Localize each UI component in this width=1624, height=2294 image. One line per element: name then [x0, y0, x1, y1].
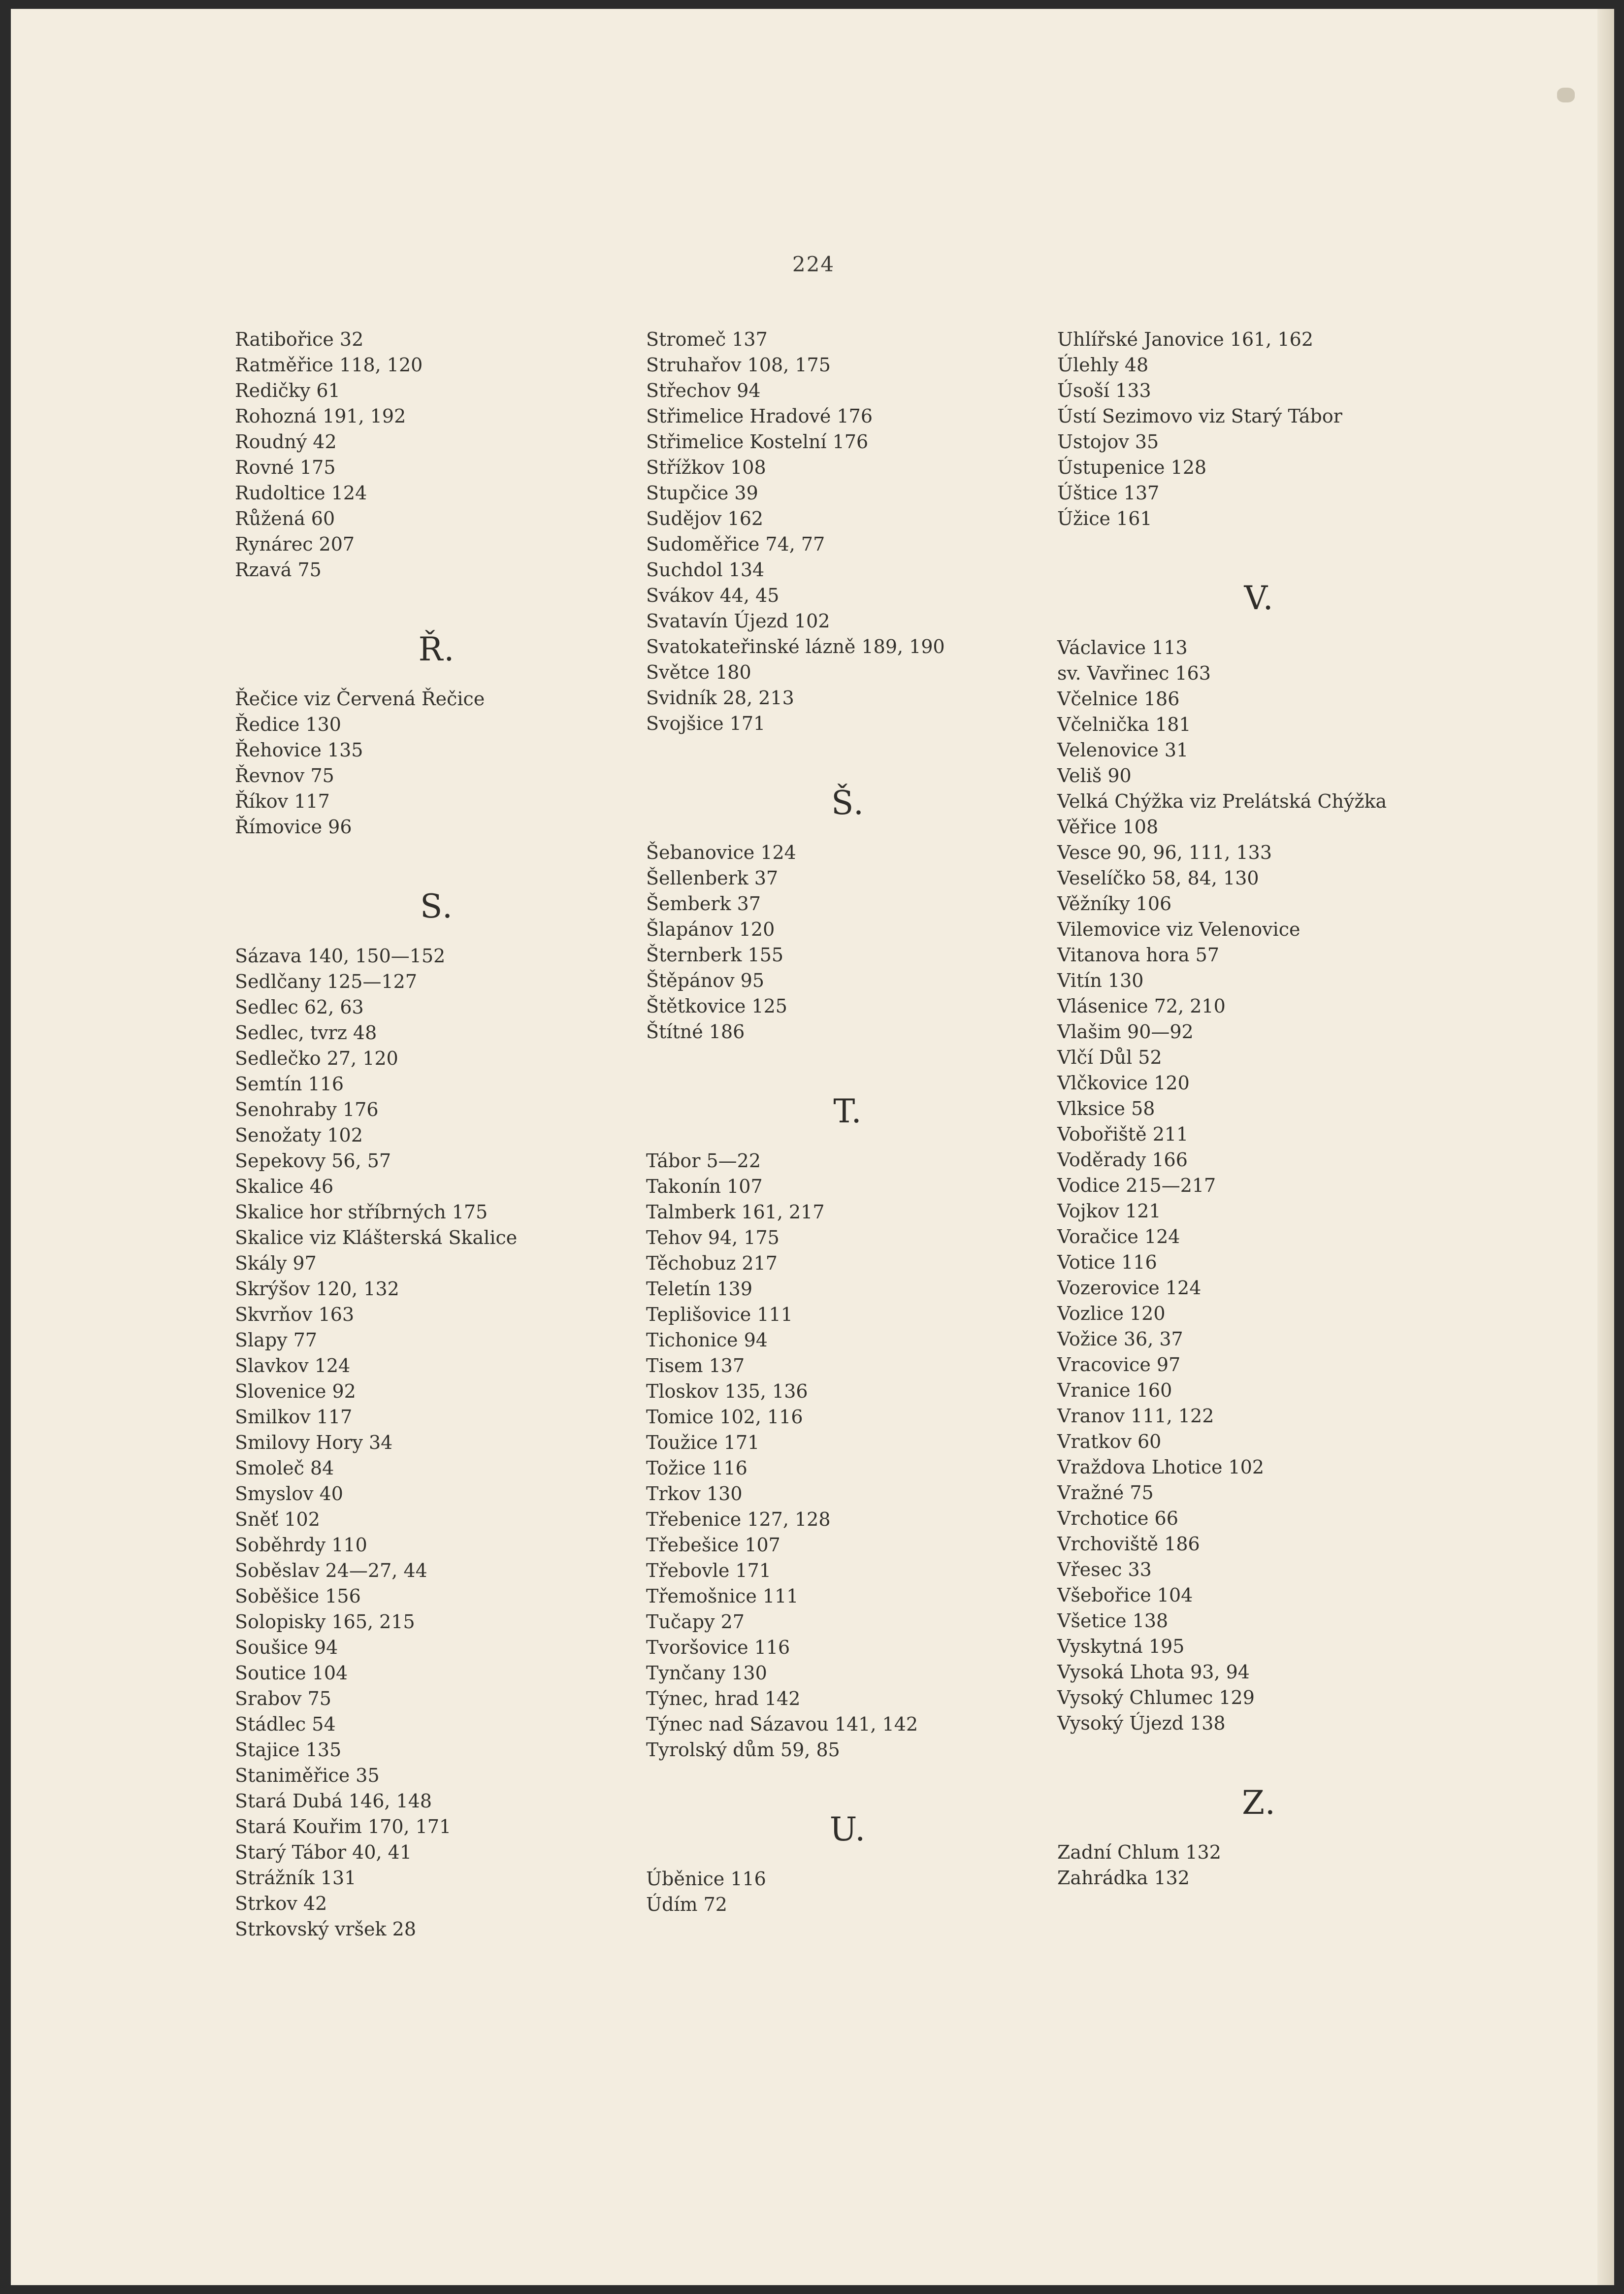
index-entry: Vojkov 121	[1057, 1200, 1161, 1222]
section-letter-heading: Š.	[831, 784, 865, 822]
index-entry: Vysoký Újezd 138	[1057, 1712, 1226, 1734]
index-entry: Svákov 44, 45	[646, 585, 780, 606]
index-entry: Úštice 137	[1057, 482, 1160, 504]
index-entry: Vratkov 60	[1057, 1431, 1162, 1452]
index-entry: Říkov 117	[235, 790, 330, 812]
index-entry: Smilkov 117	[235, 1406, 353, 1428]
index-entry: Štítné 186	[646, 1021, 745, 1043]
index-entry: Stajice 135	[235, 1739, 342, 1761]
index-entry: Úžice 161	[1057, 508, 1152, 529]
index-entry: Ústí Sezimovo viz Starý Tábor	[1057, 405, 1342, 427]
index-entry: Strážník 131	[235, 1867, 357, 1889]
index-entry: Skrýšov 120, 132	[235, 1278, 399, 1300]
index-entry: Sedlec, tvrz 48	[235, 1022, 377, 1044]
index-entry: Stupčice 39	[646, 482, 758, 504]
index-entry: Šternberk 155	[646, 944, 784, 966]
index-column-middle	[646, 327, 1050, 1917]
index-entry: Vraždova Lhotice 102	[1057, 1456, 1265, 1478]
index-entry: Všetice 138	[1057, 1610, 1169, 1632]
index-entry: Třebenice 127, 128	[646, 1508, 831, 1530]
index-entry: Sedlčany 125—127	[235, 971, 418, 992]
index-entry: Smoleč 84	[235, 1457, 334, 1479]
index-entry: Slavkov 124	[235, 1355, 351, 1376]
index-entry: Votice 116	[1057, 1251, 1157, 1273]
index-entry: Týnec, hrad 142	[646, 1688, 801, 1709]
index-entry: Svidník 28, 213	[646, 687, 794, 709]
index-entry: Vracovice 97	[1057, 1354, 1181, 1376]
index-entry: Voračice 124	[1057, 1226, 1180, 1247]
index-entry: Teplišovice 111	[646, 1304, 793, 1325]
index-entry: Sudoměřice 74, 77	[646, 533, 825, 555]
index-entry: Vitín 130	[1057, 970, 1144, 991]
index-column-left	[235, 327, 639, 1942]
index-entry: Tloskov 135, 136	[646, 1380, 808, 1402]
index-entry: Těchobuz 217	[646, 1252, 778, 1274]
index-entry: Střížkov 108	[646, 457, 766, 478]
index-entry: Vlásenice 72, 210	[1057, 995, 1226, 1017]
index-entry: Vlašim 90—92	[1057, 1021, 1194, 1043]
index-entry: Rovné 175	[235, 457, 336, 478]
index-entry: Rzavá 75	[235, 559, 322, 581]
index-entry: Tábor 5—22	[646, 1150, 761, 1172]
index-entry: Úsoší 133	[1057, 380, 1151, 401]
index-entry: Veliš 90	[1057, 765, 1132, 787]
index-entry: Šebanovice 124	[646, 842, 796, 863]
index-entry: Řehovice 135	[235, 739, 363, 761]
index-entry: Vitanova hora 57	[1057, 944, 1220, 966]
index-entry: Svatokateřinské lázně 189, 190	[646, 636, 945, 657]
index-entry: Třebešice 107	[646, 1534, 780, 1556]
index-entry: Střechov 94	[646, 380, 761, 401]
index-entry: Tvoršovice 116	[646, 1637, 790, 1658]
section-letter-heading: S.	[420, 887, 454, 925]
index-entry: Rohozná 191, 192	[235, 405, 406, 427]
index-entry: Slapy 77	[235, 1329, 318, 1351]
index-entry: Svatavín Újezd 102	[646, 610, 830, 632]
index-entry: Tynčany 130	[646, 1662, 767, 1684]
index-entry: Šlapánov 120	[646, 918, 775, 940]
section-letter-heading: Ř.	[418, 630, 455, 668]
index-entry: Tomice 102, 116	[646, 1406, 803, 1428]
index-entry: Staniměřice 35	[235, 1765, 380, 1786]
index-entry: Slovenice 92	[235, 1380, 356, 1402]
index-entry: Včelnička 181	[1057, 714, 1191, 735]
index-entry: Vyskytná 195	[1057, 1636, 1185, 1657]
index-entry: Sudějov 162	[646, 508, 764, 529]
index-entry: Rudoltice 124	[235, 482, 367, 504]
index-entry: Růžená 60	[235, 508, 335, 529]
index-entry: Senohraby 176	[235, 1099, 379, 1120]
index-entry: Strkovský vršek 28	[235, 1918, 416, 1940]
index-entry: Týnec nad Sázavou 141, 142	[646, 1713, 918, 1735]
index-entry: Stádlec 54	[235, 1713, 336, 1735]
index-entry: Vysoká Lhota 93, 94	[1057, 1661, 1250, 1683]
index-entry: Roudný 42	[235, 431, 337, 453]
index-entry: Teletín 139	[646, 1278, 753, 1300]
index-entry: Svojšice 171	[646, 713, 766, 734]
index-entry: Tyrolský dům 59, 85	[646, 1739, 840, 1761]
index-entry: Šellenberk 37	[646, 867, 779, 889]
book-page	[11, 9, 1614, 2285]
index-entry: Střimelice Hradové 176	[646, 405, 873, 427]
index-entry: Vodice 215—217	[1057, 1175, 1216, 1196]
index-entry: Stará Dubá 146, 148	[235, 1790, 432, 1812]
index-entry: Smyslov 40	[235, 1483, 343, 1505]
index-entry: Tisem 137	[646, 1355, 745, 1376]
index-entry: Senožaty 102	[235, 1124, 363, 1146]
index-entry: Soutice 104	[235, 1662, 348, 1684]
index-entry: Řevnov 75	[235, 765, 334, 787]
index-entry: Smilovy Hory 34	[235, 1432, 393, 1453]
index-entry: Zadní Chlum 132	[1057, 1841, 1221, 1863]
index-entry: Zahrádka 132	[1057, 1867, 1190, 1889]
index-entry: Stromeč 137	[646, 328, 768, 350]
index-entry: Ustojov 35	[1057, 431, 1159, 453]
index-entry: Velenovice 31	[1057, 739, 1189, 761]
index-entry: Soušice 94	[235, 1637, 338, 1658]
index-entry: Tichonice 94	[646, 1329, 768, 1351]
index-entry: Tožice 116	[646, 1457, 747, 1479]
index-entry: Velká Chýžka viz Prelátská Chýžka	[1057, 790, 1387, 812]
index-entry: Řečice viz Červená Řečice	[235, 688, 485, 710]
index-entry: Sedlec 62, 63	[235, 996, 364, 1018]
index-entry: Vozlice 120	[1057, 1303, 1166, 1324]
index-entry: Vranice 160	[1057, 1379, 1172, 1401]
index-entry: Ratměřice 118, 120	[235, 354, 423, 376]
index-entry: Sepekovy 56, 57	[235, 1150, 391, 1172]
section-letter-heading: V.	[1244, 579, 1274, 617]
index-entry: Toužice 171	[646, 1432, 760, 1453]
index-entry: Talmberk 161, 217	[646, 1201, 825, 1223]
index-entry: Solopisky 165, 215	[235, 1611, 415, 1633]
index-entry: Římovice 96	[235, 816, 352, 838]
section-letter-heading: Z.	[1242, 1784, 1276, 1822]
index-entry: Světce 180	[646, 661, 751, 683]
index-entry: Vobořiště 211	[1057, 1123, 1189, 1145]
index-entry: Tučapy 27	[646, 1611, 745, 1633]
index-entry: Ředice 130	[235, 714, 341, 735]
index-entry: Vesce 90, 96, 111, 133	[1057, 842, 1272, 863]
index-entry: Srabov 75	[235, 1688, 331, 1709]
index-entry: Skalice viz Klášterská Skalice	[235, 1227, 518, 1248]
index-entry: Úlehly 48	[1057, 354, 1149, 376]
index-entry: Štětkovice 125	[646, 995, 787, 1017]
index-entry: Střimelice Kostelní 176	[646, 431, 869, 453]
page-number: 224	[792, 252, 835, 276]
index-entry: Skály 97	[235, 1252, 317, 1274]
index-entry: Veselíčko 58, 84, 130	[1057, 867, 1259, 889]
index-entry: Vrchoviště 186	[1057, 1533, 1200, 1555]
index-entry: Soběhrdy 110	[235, 1534, 367, 1556]
index-entry: Skalice 46	[235, 1176, 334, 1197]
index-entry: Třebovle 171	[646, 1560, 771, 1581]
index-entry: Věžníky 106	[1057, 893, 1172, 915]
index-entry: Věřice 108	[1057, 816, 1159, 838]
index-entry: Sedlečko 27, 120	[235, 1048, 398, 1069]
index-entry: Vřesec 33	[1057, 1559, 1152, 1580]
index-entry: Strkov 42	[235, 1893, 327, 1914]
index-entry: Všebořice 104	[1057, 1584, 1193, 1606]
section-letter-heading: U.	[829, 1810, 867, 1848]
index-entry: Skalice hor stříbrných 175	[235, 1201, 488, 1223]
index-entry: Soběšice 156	[235, 1585, 361, 1607]
index-entry: Vlksice 58	[1057, 1098, 1155, 1119]
index-entry: Struhařov 108, 175	[646, 354, 831, 376]
index-entry: Sázava 140, 150—152	[235, 945, 446, 967]
index-entry: Vražné 75	[1057, 1482, 1154, 1504]
index-entry: sv. Vavřinec 163	[1057, 662, 1211, 684]
index-entry: Vilemovice viz Velenovice	[1057, 918, 1300, 940]
index-entry: Vysoký Chlumec 129	[1057, 1687, 1255, 1708]
index-entry: Vrchotice 66	[1057, 1507, 1178, 1529]
index-entry: Starý Tábor 40, 41	[235, 1841, 412, 1863]
index-entry: Takonín 107	[646, 1176, 763, 1197]
index-entry: Rynárec 207	[235, 533, 355, 555]
index-entry: Redičky 61	[235, 380, 340, 401]
index-entry: Ústupenice 128	[1057, 457, 1207, 478]
index-entry: Tehov 94, 175	[646, 1227, 780, 1248]
index-entry: Šemberk 37	[646, 893, 761, 915]
index-entry: Údím 72	[646, 1894, 727, 1915]
index-entry: Soběslav 24—27, 44	[235, 1560, 427, 1581]
page-edge-shadow	[1597, 9, 1614, 2285]
index-entry: Štěpánov 95	[646, 970, 765, 991]
index-entry: Úběnice 116	[646, 1868, 766, 1890]
index-entry: Vozerovice 124	[1057, 1277, 1202, 1299]
index-entry: Semtín 116	[235, 1073, 344, 1095]
index-entry: Vlčí Důl 52	[1057, 1047, 1162, 1068]
index-entry: Včelnice 186	[1057, 688, 1180, 710]
index-entry: Vlčkovice 120	[1057, 1072, 1190, 1094]
index-entry: Suchdol 134	[646, 559, 765, 581]
index-entry: Voděrady 166	[1057, 1149, 1188, 1171]
index-entry: Václavice 113	[1057, 637, 1188, 658]
index-entry: Skvrňov 163	[235, 1304, 355, 1325]
page-stain	[1557, 88, 1575, 102]
index-entry: Sněť 102	[235, 1508, 320, 1530]
index-entry: Stará Kouřim 170, 171	[235, 1816, 452, 1837]
section-letter-heading: T.	[833, 1092, 863, 1130]
index-entry: Trkov 130	[646, 1483, 743, 1505]
index-column-right	[1057, 327, 1461, 1891]
index-entry: Vožice 36, 37	[1057, 1328, 1183, 1350]
index-entry: Vranov 111, 122	[1057, 1405, 1214, 1427]
index-entry: Třemošnice 111	[646, 1585, 799, 1607]
index-entry: Ratibořice 32	[235, 328, 364, 350]
index-entry: Uhlířské Janovice 161, 162	[1057, 328, 1313, 350]
